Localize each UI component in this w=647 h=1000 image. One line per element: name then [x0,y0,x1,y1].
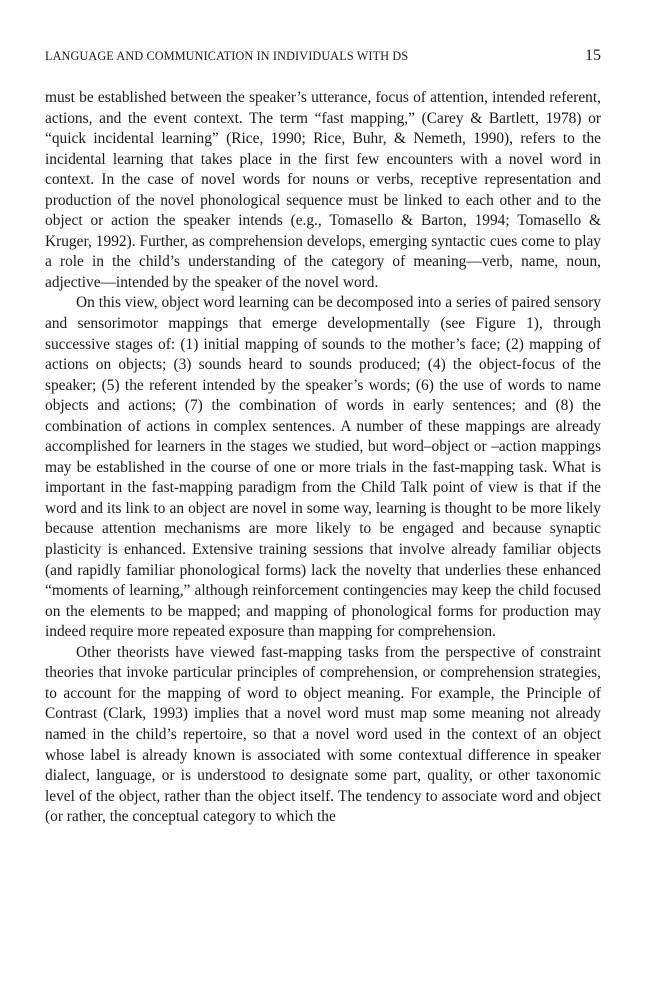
document-page [45,47,601,828]
running-title: LANGUAGE AND COMMUNICATION IN INDIVIDUALS WITH DS [45,49,409,63]
running-header [45,47,601,71]
page-number: 15 [585,47,601,64]
paragraph-constraint-theories: Other theorists have viewed fast-mapping tasks from the perspective of constraint theories that invoke particular principles of comprehension, or comprehension strategies, to account for the mapping of word to object meaning. For example, the Principle of Contrast (Clark, 1993) implies that a novel word must map some meaning not already named in the child’s repertoire, so that a novel word used in the context of an object whose label is already known is associated with some contextual difference in speaker dialect, language, or is understood to designate some part, quality, or other taxonomic level of the object, rather than the object itself. The tendency to associate word and object (or rather, the conceptual category to which the [45,643,601,826]
paragraph-continued: must be established between the speaker’s utterance, focus of attention, intended referent, actions, and the event context. The term “fast mapping,” (Carey & Bartlett, 1978) or “quick incidental learning” (Rice, 1990; Rice, Buhr, & Nemeth, 1990), refers to the incidental learning that takes place in the first few encounters with a novel word in context. In the case of novel words for nouns or verbs, receptive representation and production of the novel phonological sequence must be linked to each other and to the object or action the speaker intends (e.g., Tomasello & Barton, 1994; Tomasello & Kruger, 1992). Further, as comprehension develops, emerging syntactic cues come to play a role in the child’s understanding of the category of meaning—verb, name, noun, adjective—intended by the speaker of the novel word. [45,89,601,291]
paragraph-object-word-learning: On this view, object word learning can be decomposed into a series of paired sensory and sensorimotor mappings that emerge developmentally (see Figure 1), through successive stages of: (1) initial mapping of sounds to the mother’s face; (2) mapping of actions on objects; (3) sounds heard to sounds produced; (4) the object-focus of the speaker; (5) the referent intended by the speaker’s words; (6) the use of words to name objects and actions; (7) the combination of words in early sentences; and (8) the combination of actions in complex sentences. A number of these mappings are already accomplished for learners in the stages we studied, but word–object or –action mappings may be established in the course of one or more trials in the fast-mapping task. What is important in the fast-mapping paradigm from the Child Talk point of view is that if the word and its link to an object are novel in some way, learning is thought to be more likely because attention mechanisms are more likely to be engaged and because synaptic plasticity is enhanced. Extensive training sessions that involve already familiar objects (and rapidly familiar phonological forms) lack the novelty that underlies these enhanced “moments of learning,” although reinforcement contingencies may keep the child focused on the elements to be mapped; and mapping of phonological forms for production may indeed require more repeated exposure than mapping for comprehension. [45,294,601,641]
body-text [45,88,601,828]
